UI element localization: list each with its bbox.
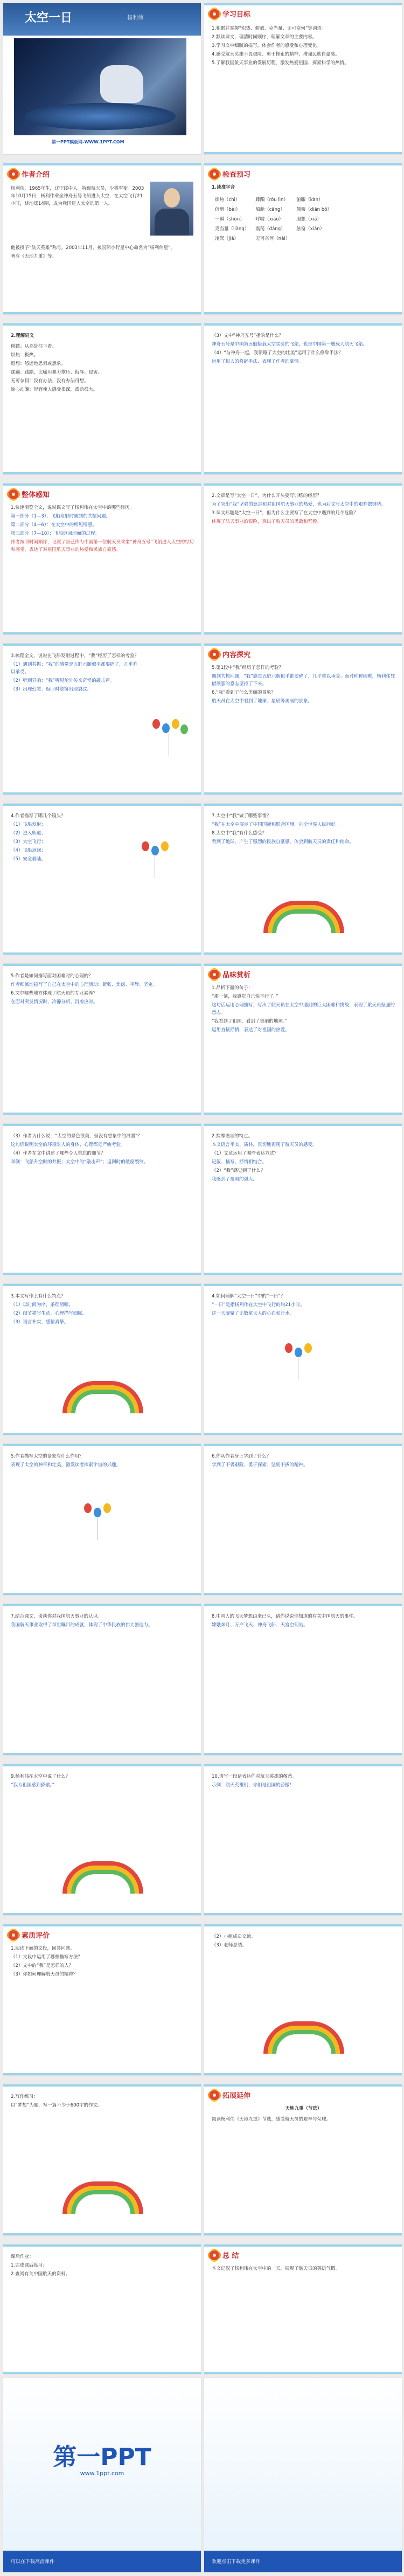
section-header [9, 1930, 50, 1940]
flower-icon [210, 970, 219, 979]
balloons-decoration [84, 1503, 122, 1552]
answer-line: （5）安全着陆。 [11, 857, 46, 862]
cover-brand: 第一PPT模板网-WWW.1PPT.COM [52, 140, 124, 144]
bottom-band [3, 2372, 201, 2374]
balloon-icon [180, 724, 188, 734]
top-band [204, 3, 402, 5]
balloon-icon [84, 1503, 92, 1513]
answer-line: 嫦娥奔月、万户飞天、神舟飞船、天宫空间站。 [212, 1622, 308, 1628]
section-header [210, 169, 250, 179]
question-line: 3.本文写作上有什么特点？ [11, 1294, 66, 1299]
rainbow-decoration [62, 2181, 143, 2214]
rainbow-decoration [263, 901, 344, 933]
balloon-icon [142, 841, 149, 851]
answer-line: 看到了地球，产生了强烈的民族自豪感。体会到航天员的责任和使命。 [212, 839, 354, 845]
top-band [3, 323, 201, 326]
author-photo [150, 182, 193, 236]
overview-line: 第二部分（4—6）：在太空中的所见所感。 [11, 522, 97, 528]
question-block [212, 1933, 395, 1950]
answer-line: 运用了拟人的修辞手法，表现了作者的豪情。 [212, 359, 304, 364]
slide-homework [3, 2244, 201, 2374]
quote-line: “我看到了祖国，看到了美丽的地球。” [212, 1019, 288, 1024]
top-band [3, 1604, 201, 1606]
question-line: 6.“我”看到了什么美丽的景象？ [212, 690, 276, 695]
answer-line: 这句话说明太空的环境对人的身体、心理都是严峻考验。 [11, 1142, 126, 1148]
slide-questions-d [204, 804, 402, 955]
word-cell: 舷窗（xián） [296, 226, 325, 232]
bottom-band [3, 312, 201, 314]
question-block [212, 492, 395, 527]
answer-line: （1）以时间为序，条理清晰。 [11, 1302, 73, 1308]
bottom-band [3, 1593, 201, 1595]
question-block [212, 1453, 395, 1470]
slide-writing [3, 2084, 201, 2235]
summary-text [212, 2265, 395, 2274]
slide-details [3, 1124, 201, 1275]
word-cell: 船舱（cāng） [255, 207, 285, 212]
author-face [164, 188, 180, 208]
answer-line: 遇到共振问题，“我”感觉五脏六腑似乎都要碎了，几乎难以承受。面对种种困难，杨利伟凭借顽强的意志坚持了下来。 [212, 674, 395, 687]
question-line: 2.文章是写“太空一日”，为什么开头要写训练的经历？ [212, 493, 322, 499]
slide-learning [204, 1444, 402, 1595]
question-line: （4）作者在文中讲述了哪些令人难忘的细节？ [11, 1151, 106, 1156]
section-header [210, 2250, 239, 2260]
word-cell: 震荡（dàng） [255, 226, 285, 232]
bottom-band [204, 2073, 402, 2075]
question-line: （2）“我”感觉到了什么？ [212, 1168, 266, 1173]
slide-appreciation [204, 964, 402, 1115]
bottom-band [204, 472, 402, 474]
section-header [9, 489, 50, 499]
answer-line: 记叙、描写、抒情相结合。 [212, 1159, 267, 1165]
flower-icon [210, 650, 219, 659]
vocab-line: 无可奈何：没有办法，没有办法可想。 [11, 378, 89, 384]
footer-url[interactable]: www.1ppt.com [80, 2470, 124, 2477]
top-band [3, 964, 201, 966]
overview-line: 作者按照时间顺序，记叙了自己作为中国第一位航天员乘坐“神舟五号”飞船进入太空的经历和感受，表达了对祖国航天事业的热爱和民族自豪感。 [11, 540, 194, 553]
top-band [204, 1124, 402, 1126]
slide-writing-features [3, 1284, 201, 1435]
question-line: （1）文章运用了哪些表达方式？ [212, 1151, 279, 1156]
inquiry-text [212, 664, 395, 706]
answer-line: 在面对突发情况时，冷静分析、沉着应对。 [11, 999, 98, 1005]
question-block [212, 1132, 395, 1184]
top-band [204, 1284, 402, 1286]
section-title: 检查预习 [222, 171, 251, 179]
bottom-band [3, 2233, 201, 2235]
slide-questions-c [3, 644, 201, 795]
objective-item: 5.了解我国航天事业的发展历程，激发热爱祖国、探索科学的热情。 [212, 60, 349, 66]
slide-flying-dream [204, 1604, 402, 1755]
top-band [204, 2244, 402, 2247]
extension-title: 天地九重（节选） [285, 2106, 322, 2111]
answer-line: 神舟五号是中国第五艘搭载太空实验的飞船，也是中国第一艘载人航天飞船。 [212, 342, 368, 347]
question-line: 1.完成课后练习； [11, 2263, 47, 2268]
question-line: （3）文中“神舟五号”指的是什么？ [212, 333, 284, 339]
slide-tribute [204, 1764, 402, 1915]
footer-banner [3, 2378, 201, 2572]
overview-line: 第一部分（1—3）：飞船发射时遇到的共振问题。 [11, 514, 111, 519]
word-cell: 克当量（liàng） [215, 226, 249, 232]
slide-scenery [3, 1444, 201, 1595]
slide-group [204, 1924, 402, 2075]
answer-line: （2）听到异响：“我”听见舱外传来奇怪的敲击声。 [11, 678, 115, 683]
question-block [212, 812, 395, 847]
question-line: 6.文中哪些地方体现了航天员的专业素养？ [11, 991, 98, 996]
cover-title: 太空一日 [25, 11, 73, 25]
balloon-icon [285, 1343, 292, 1353]
question-line: （2）小组成员交流。 [212, 1934, 256, 1939]
question-block [11, 1773, 194, 1790]
sub-title: 2.理解词义 [11, 333, 34, 339]
sub-title: 1.读准字音 [212, 185, 235, 190]
flower-icon [210, 2250, 219, 2260]
vocab-line: 惊心动魄：形容使人感受很深，震动很大。 [11, 387, 98, 392]
rainbow-decoration [62, 1861, 143, 1894]
question-line: 课后作业： [11, 2254, 34, 2260]
question-line: 8.中国人的飞天梦想由来已久，请你说说你知道的有关中国航天的事件。 [212, 1614, 358, 1619]
top-band [204, 1764, 402, 1766]
slide-summary [204, 2244, 402, 2374]
section-title: 拓展延伸 [222, 2092, 251, 2100]
question-line: （4）“与神舟一起，我领略了太空的壮美”运用了什么修辞手法？ [212, 350, 343, 356]
section-header [210, 649, 250, 659]
question-line: 7.太空中“我”做了哪些事情？ [212, 813, 271, 819]
answer-line: 我国航天事业取得了举世瞩目的成就，体现了中华民族的伟大创造力。 [11, 1622, 153, 1628]
slide-questions-a [204, 323, 402, 474]
word-cell: 倍增（bèi） [215, 207, 240, 212]
bottom-band [204, 632, 402, 634]
bottom-band [3, 1913, 201, 1915]
vocab-line: 蹂躏：践踏，比喻用暴力欺压、侮辱、侵害。 [11, 370, 103, 375]
section-title: 学习目标 [222, 11, 251, 19]
question-line: 8.太空中“我”有什么感受？ [212, 831, 267, 836]
flower-icon [9, 1930, 18, 1940]
bottom-band [204, 2233, 402, 2235]
balloons-decoration [152, 719, 190, 768]
question-line: 5.作者描写太空的景象有什么作用？ [11, 1454, 84, 1459]
balloon-icon [103, 1503, 111, 1513]
word-cell: 遐想（xiá） [296, 217, 322, 222]
question-line: （2）文中的“我”是怎样的人？ [11, 1963, 74, 1969]
question-block [212, 1773, 395, 1790]
vocab-list [11, 343, 194, 395]
question-block [212, 1293, 395, 1318]
bottom-band [204, 1273, 402, 1275]
overview-line: 第三部分（7—10）：飞船返回地面的过程。 [11, 531, 100, 536]
word-cell: 炽热（chì） [215, 197, 240, 203]
answer-line: （2）进入轨道； [11, 831, 46, 836]
question-block [11, 1453, 194, 1470]
question-line: 9.杨利伟在太空中说了什么？ [11, 1774, 71, 1779]
section-title: 素质评价 [22, 1932, 50, 1940]
question-line: 以“梦想”为题，写一篇不少于600字的作文。 [11, 2103, 102, 2108]
bottom-band [3, 1433, 201, 1435]
slide-language [204, 1124, 402, 1275]
question-block [11, 1613, 194, 1630]
cover-author: 杨利伟 [127, 15, 143, 21]
summary-line: 本文记叙了杨利伟在太空中的一天，展现了航天员的英雄气概。 [212, 2266, 340, 2271]
flower-icon [9, 169, 18, 179]
word-cell: 凌驾（jià） [215, 236, 239, 241]
question-line: 4.作者描写了哪几个镜头？ [11, 813, 66, 819]
question-block [11, 1293, 194, 1327]
balloon-icon [304, 1343, 312, 1353]
bottom-band [3, 472, 201, 474]
top-band [3, 2084, 201, 2087]
top-band [3, 1124, 201, 1126]
footer-banner-right [204, 2378, 402, 2572]
question-line: 4.如何理解“太空一日”中的“一日”？ [212, 1294, 285, 1299]
question-line: 2.揣摩语言的特点。 [212, 1134, 253, 1139]
top-band [3, 804, 201, 806]
section-header [9, 169, 50, 179]
question-line: （3）作者为什么说：“太空的景色很美，但没有想象中的浪漫”？ [11, 1134, 142, 1139]
bottom-band [3, 792, 201, 795]
answer-line: 运用直接抒情，表达了对祖国的热爱。 [212, 1027, 290, 1033]
question-block [11, 2253, 194, 2279]
answer-line: （4）飞船返回； [11, 848, 46, 853]
bottom-band [204, 152, 402, 154]
question-line: 5.第1段中“我”经历了怎样的考验？ [212, 665, 283, 671]
question-block [212, 1613, 395, 1630]
question-line: 2.查阅有关中国航天的资料。 [11, 2271, 71, 2277]
bottom-band [204, 1913, 402, 1915]
footer-bar [3, 2551, 201, 2572]
section-title: 作者介绍 [22, 171, 50, 179]
flower-icon [210, 169, 219, 179]
top-band [3, 484, 201, 486]
author-text [11, 185, 147, 209]
question-block [11, 972, 194, 1007]
answer-line: （3）语言朴实，感情真挚。 [11, 1320, 69, 1325]
slide-psychology [3, 964, 201, 1115]
top-band [204, 323, 402, 326]
question-line: 2.写作练习： [11, 2094, 38, 2100]
balloon-icon [162, 723, 170, 733]
question-block [11, 1132, 194, 1167]
bottom-band [204, 1113, 402, 1115]
top-band [204, 2084, 402, 2087]
top-band [3, 1924, 201, 1926]
slide-extension [204, 2084, 402, 2235]
objective-item: 3.学习文中细腻的描写，体会作者的感受和心理变化。 [212, 43, 322, 49]
answer-line: 示例：航天英雄们，你们是祖国的骄傲！ [212, 1783, 295, 1788]
footer-brand: 第一PPT [53, 2443, 151, 2471]
balloon-icon [152, 719, 160, 729]
answer-line: “我”在太空中展示了中国国旗和联合国旗，向全世界人民问好。 [212, 822, 340, 827]
balloon-icon [161, 841, 169, 851]
answer-line: “一日”是指杨利伟在太空中飞行的约21小时。 [212, 1302, 305, 1308]
bottom-band [3, 952, 201, 955]
flower-icon [9, 489, 18, 499]
answer-line: 举例：飞船升空时的共振；太空中的“敲击声”；返回时的舷窗裂纹。 [11, 1159, 149, 1165]
top-band [3, 1444, 201, 1446]
balloons-decoration [285, 1343, 323, 1392]
quote-line: “那一刻，我感觉自己快不行了。” [212, 994, 278, 999]
top-band [204, 804, 402, 806]
word-cell: 呼啸（xiào） [255, 217, 284, 222]
bottom-band [204, 952, 402, 955]
objective-item: 1.积累并掌握“炽热、俯瞰、克当量、无可奈何”等词语。 [212, 26, 326, 31]
author-body [155, 209, 189, 236]
top-band [3, 163, 201, 165]
top-band [3, 1764, 201, 1766]
bottom-band [3, 1113, 201, 1115]
balloons-decoration [142, 841, 179, 890]
question-line: 5.作者是如何描写面对困难时的心理的？ [11, 973, 93, 979]
balloon-icon [172, 719, 179, 729]
vocab-line: 炽热：极热。 [11, 353, 39, 358]
slide-scenes [3, 804, 201, 955]
bottom-band [204, 1753, 402, 1755]
answer-line: （1）飞船发射； [11, 822, 46, 827]
answer-line: 体现了航天事业的艰险，突出了航天员的勇敢和坚毅。 [212, 519, 322, 524]
answer-line: 这句话运用心理描写，写出了航天员在太空中遇到的巨大困难和挑战，表现了航天员坚强的意志。 [212, 1003, 395, 1016]
top-band [204, 484, 402, 486]
flower-icon [210, 9, 219, 19]
answer-line: “我为祖国感到骄傲。” [11, 1783, 55, 1788]
section-header [210, 9, 250, 19]
word-cell: 一瞬（shùn） [215, 217, 245, 222]
section-title: 内容探究 [222, 651, 251, 659]
answer-line: （3）出现幻觉：返回时舷窗出现裂纹。 [11, 687, 92, 692]
question-line: 1.阅读下面的文段，回答问题。 [11, 1946, 75, 1951]
footer-left-text: 可以在下载高清课件 [11, 2559, 55, 2565]
author-line: 著有《天地九重》等。 [11, 254, 57, 259]
answer-line: 航天员在太空中看到了地球、星辰等美丽的景象。 [212, 699, 313, 704]
author-line: 杨利伟，1965年生，辽宁绥中人。特级航天员，少将军衔。2003年10月15日，杨利伟乘坐神舟五号飞船进入太空，在太空飞行21小时，绕地球14圈，成为我国进入太空的第一人。 [11, 186, 144, 206]
question-line: 10.请写一段话表达你对航天英雄的敬意。 [212, 1774, 297, 1779]
top-band [204, 1924, 402, 1926]
extension-text [212, 2116, 395, 2124]
top-band [204, 163, 402, 165]
bottom-band [204, 2372, 402, 2374]
flower-icon [210, 2090, 219, 2100]
space-image [14, 38, 186, 135]
earth-shape [25, 103, 176, 130]
slide-objectives [204, 3, 402, 154]
appreciation-text [212, 984, 395, 1035]
answer-line: （1）遇到共振：“我”的感觉是五脏六腑似乎都要碎了，几乎难以承受。 [11, 662, 138, 675]
bottom-band [3, 632, 201, 634]
question-block [11, 2093, 194, 2110]
overview-line: 1.快速浏览全文，说说课文写了杨利伟在太空中的哪些经历。 [11, 505, 135, 510]
slide-one-day [204, 1284, 402, 1435]
answer-line: 这一天凝聚了无数航天人的心血和汗水。 [212, 1311, 295, 1316]
objective-item: 2.默读课文，理清时间顺序，理解文章的主要内容。 [212, 34, 317, 40]
author-text-2 [11, 244, 194, 261]
bottom-band [204, 792, 402, 795]
top-band [204, 1444, 402, 1446]
overview-text [11, 504, 194, 555]
assessment-text [11, 1945, 194, 1979]
word-cell: 无可奈何（nài） [255, 236, 290, 241]
vocab-line: 俯瞰：从高处往下看。 [11, 344, 57, 349]
slide-vocab [3, 323, 201, 474]
question-line: 1.品析下面的句子： [212, 985, 253, 991]
answer-line: 我感到了祖国的强大。 [212, 1177, 258, 1182]
bottom-band [3, 2073, 201, 2075]
word-cell: 颠簸（diān bǒ） [296, 207, 332, 212]
astronaut-shape [100, 65, 143, 103]
question-line: 6.你从作者身上学到了什么？ [212, 1454, 271, 1459]
slide-inquiry [204, 644, 402, 795]
question-line: 7.结合课文，谈谈你对我国航天事业的认识。 [11, 1614, 102, 1619]
question-line: 3.梳理全文，说说在飞船发射过程中，“我”经历了怎样的考验？ [11, 653, 139, 659]
rainbow-decoration [62, 1381, 143, 1413]
answer-line: （3）太空飞行； [11, 839, 46, 845]
word-cell: 俯瞰（kàn） [296, 197, 323, 203]
footer-right-text: 欢迎点击下载更多课件 [212, 2559, 261, 2565]
cover-slide [3, 3, 201, 154]
top-band [204, 1604, 402, 1606]
vocab-line: 遐想：悠远地思索或想象。 [11, 361, 66, 367]
question-line: （1）文段中运用了哪些描写方法？ [11, 1955, 82, 1960]
answer-line: 为了突出“我”坚强的意志和对祖国航天事业的热爱，也为后文写太空中的艰难做铺垫。 [212, 502, 386, 507]
slide-overview [3, 484, 201, 634]
answer-line: 学到了不畏艰险、勇于探索、坚韧不拔的精神。 [212, 1462, 308, 1468]
word-cell: 蹂躏（róu lìn） [255, 197, 288, 203]
slide-author [3, 163, 201, 314]
balloon-icon [151, 846, 159, 855]
bottom-band [204, 1593, 402, 1595]
answer-line: 表现了太空的神奇和壮美，激发读者探索宇宙的兴趣。 [11, 1462, 121, 1468]
answer-line: 本文语言平实、质朴，真切地再现了航天员的感受。 [212, 1142, 317, 1148]
top-band [3, 1284, 201, 1286]
answer-line: 作者细腻地描写了自己在太空中的心理活动：紧张、焦虑、平静、坚定。 [11, 982, 158, 987]
section-title: 总 结 [222, 2252, 239, 2260]
word-table [212, 195, 335, 243]
objectives-list [212, 25, 395, 68]
section-title: 整体感知 [22, 491, 50, 499]
balloon-icon [94, 1508, 101, 1517]
bottom-band [3, 1273, 201, 1275]
top-band [3, 2244, 201, 2247]
top-band [204, 644, 402, 646]
top-band [204, 964, 402, 966]
author-line: 他被授予“航天英雄”称号。2003年11月，被国际小行星中心命名为“杨利伟星”。 [11, 245, 176, 251]
slide-assessment [3, 1924, 201, 2075]
question-line: （3）你如何理解航天员的精神？ [11, 1972, 78, 1977]
section-header [210, 2090, 250, 2100]
question-line: 3.课文标题是“太空一日”，但为什么主要写了在太空中遇到的几个危险？ [212, 510, 358, 516]
bottom-band [3, 1753, 201, 1755]
slide-preview [204, 163, 402, 314]
extension-line: 阅读杨利伟《天地九重》节选，感受航天员的艰辛与荣耀。 [212, 2117, 331, 2122]
slide-questions-b [204, 484, 402, 634]
bottom-band [204, 312, 402, 314]
footer-bar [204, 2551, 402, 2572]
objective-item: 4.感受航天英雄不畏艰险、勇于探索的精神，增强民族自豪感。 [212, 52, 340, 57]
bottom-band [204, 1433, 402, 1435]
balloon-icon [295, 1348, 302, 1357]
question-block [11, 652, 142, 694]
section-title: 品味赏析 [222, 971, 251, 979]
answer-line: （2）细节描写生动，心理描写细腻。 [11, 1311, 87, 1316]
slide-quote [3, 1764, 201, 1915]
question-line: （3）老师总结。 [212, 1943, 247, 1948]
section-header [210, 969, 250, 979]
question-block [212, 332, 395, 367]
slide-aerospace [3, 1604, 201, 1755]
top-band [3, 644, 201, 646]
rainbow-decoration [263, 2021, 344, 2054]
